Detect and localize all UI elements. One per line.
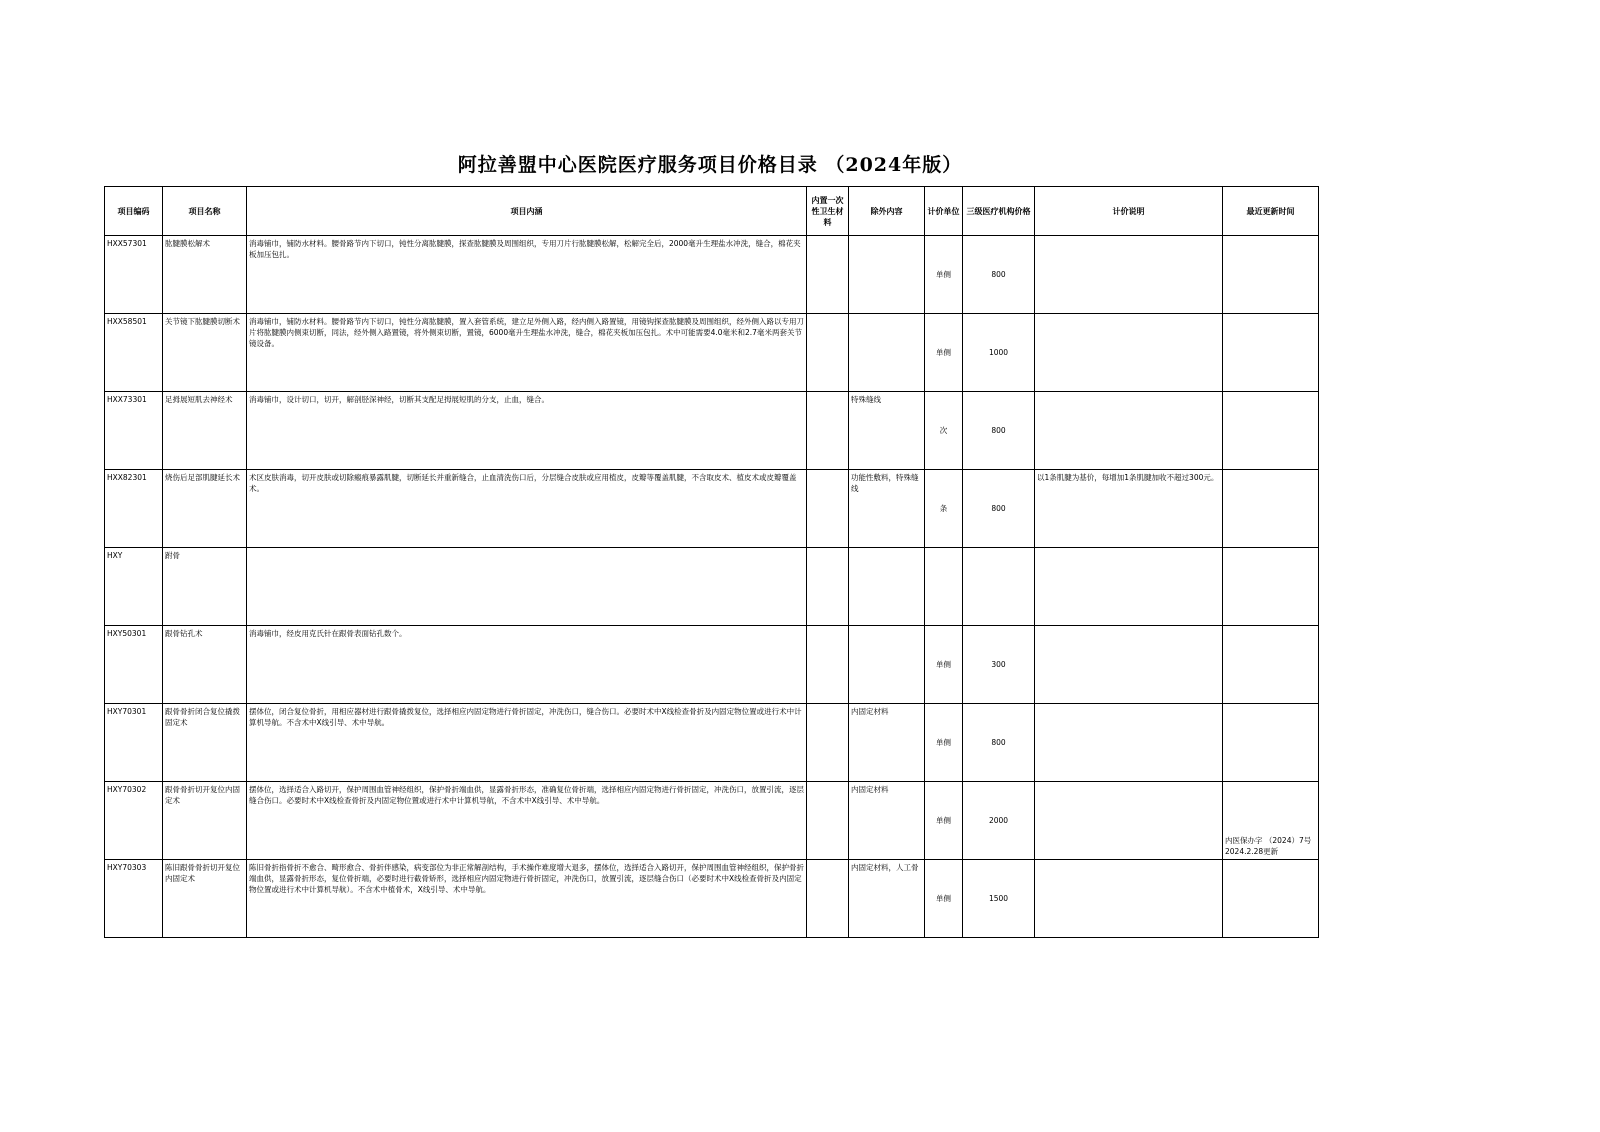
cell-excluded: [849, 314, 925, 392]
col-note-header: 计价说明: [1035, 187, 1223, 236]
cell-code: HXY50301: [105, 626, 163, 704]
col-content-header: 项目内涵: [247, 187, 807, 236]
table-row: [105, 860, 1319, 938]
table-row: [105, 392, 1319, 470]
cell-unit: 单侧: [925, 782, 963, 860]
cell-name: 跟骨钻孔术: [163, 626, 247, 704]
cell-content: 消毒铺巾，铺防水材料。腰骨路节内下切口，钝性分离肱腱膜，探查肱腱膜及周围组织，专用刀片行肱腱膜松解，松解完全后，2000毫升生理盐水冲洗，缝合，棉花夹板加压包扎。: [247, 236, 807, 314]
table-row: [105, 314, 1319, 392]
cell-name: 跗骨: [163, 548, 247, 626]
cell-price: 800: [963, 470, 1035, 548]
cell-code: HXY70301: [105, 704, 163, 782]
cell-code: HXX82301: [105, 470, 163, 548]
cell-unit: 单侧: [925, 860, 963, 938]
cell-disposable: [807, 314, 849, 392]
cell-updated: [1223, 626, 1319, 704]
cell-code: HXY: [105, 548, 163, 626]
cell-price: 2000: [963, 782, 1035, 860]
cell-code: HXY70303: [105, 860, 163, 938]
cell-content: 陈旧骨折指骨折不愈合、畸形愈合、骨折伴感染，病变部位为非正常解剖结构，手术操作难度增大退多，摆体位，选择适合入路切开，保护周围血管神经组织，保护骨折端血供，显露骨折形态，复位骨折端，必要时进行截骨矫形，选择相应内固定物进行骨折固定，冲洗伤口，放置引流，逐层缝合伤口（必要时术中X线检查骨折及内固定物位置或进行术中计算机导航）。不含术中植骨术，X线引导、术中导航。: [247, 860, 807, 938]
cell-content: 摆体位，闭合复位骨折，用相应器材进行跟骨撬拨复位，选择相应内固定物进行骨折固定，冲洗伤口，缝合伤口。必要时术中X线检查骨折及内固定物位置或进行术中计算机导航。不含术中X线引导、术中导航。: [247, 704, 807, 782]
cell-updated: [1223, 392, 1319, 470]
cell-updated: [1223, 236, 1319, 314]
cell-unit: 条: [925, 470, 963, 548]
table-row: [105, 782, 1319, 860]
cell-name: 烧伤后足部肌腱延长术: [163, 470, 247, 548]
col-disposable-header: 内置一次性卫生材料: [807, 187, 849, 236]
cell-excluded: [849, 548, 925, 626]
cell-name: 陈旧跟骨骨折切开复位内固定术: [163, 860, 247, 938]
cell-content: 消毒铺巾，铺防水材料。腰骨路节内下切口，钝性分离肱腱膜，置入套管系统，建立足外侧入路，经内侧入路置镜，用镜钩探查肱腱膜及周围组织，经外侧入路以专用刀片将肱腱膜内侧束切断，同法，经外侧入路置镜，将外侧束切断，置镜，6000毫升生理盐水冲洗，缝合，棉花夹板加压包扎。术中可能需要4.0毫米和2.7毫米两套关节镜设备。: [247, 314, 807, 392]
cell-excluded: 内固定材料: [849, 782, 925, 860]
cell-excluded: [849, 626, 925, 704]
cell-excluded: 内固定材料，人工骨: [849, 860, 925, 938]
col-code-header: 项目编码: [105, 187, 163, 236]
cell-excluded: 特殊缝线: [849, 392, 925, 470]
cell-disposable: [807, 470, 849, 548]
cell-updated: [1223, 548, 1319, 626]
cell-code: HXY70302: [105, 782, 163, 860]
cell-disposable: [807, 860, 849, 938]
cell-unit: 次: [925, 392, 963, 470]
cell-note: [1035, 782, 1223, 860]
cell-price: 1500: [963, 860, 1035, 938]
cell-price: 800: [963, 236, 1035, 314]
cell-updated: [1223, 314, 1319, 392]
cell-updated: [1223, 470, 1319, 548]
col-unit-header: 计价单位: [925, 187, 963, 236]
table-row: [105, 236, 1319, 314]
table-row: [105, 548, 1319, 626]
cell-name: 跟骨骨折闭合复位撬拨固定术: [163, 704, 247, 782]
cell-content: 术区皮肤消毒，切开皮肤或切除瘢痕暴露肌腱，切断延长并重新缝合，止血清洗伤口后，分层缝合皮肤或应用植皮，皮瓣等覆盖肌腱，不含取皮术、植皮术或皮瓣覆盖术。: [247, 470, 807, 548]
cell-code: HXX57301: [105, 236, 163, 314]
cell-name: 足拇展短肌去神经术: [163, 392, 247, 470]
cell-updated: 内医保办字 （2024）7号 2024.2.28更新: [1223, 782, 1319, 860]
cell-name: 关节镜下肱腱膜切断术: [163, 314, 247, 392]
cell-price: [963, 548, 1035, 626]
cell-note: [1035, 392, 1223, 470]
price-table: [104, 186, 1319, 938]
cell-disposable: [807, 236, 849, 314]
cell-note: [1035, 548, 1223, 626]
cell-price: 800: [963, 704, 1035, 782]
cell-note: [1035, 314, 1223, 392]
cell-price: 800: [963, 392, 1035, 470]
cell-name: 跟骨骨折切开复位内固定术: [163, 782, 247, 860]
table-row: [105, 626, 1319, 704]
cell-updated: [1223, 860, 1319, 938]
col-updated-header: 最近更新时间: [1223, 187, 1319, 236]
cell-unit: 单侧: [925, 236, 963, 314]
cell-note: [1035, 860, 1223, 938]
cell-price: 300: [963, 626, 1035, 704]
table-row: [105, 704, 1319, 782]
cell-disposable: [807, 704, 849, 782]
cell-unit: 单侧: [925, 704, 963, 782]
cell-disposable: [807, 548, 849, 626]
page-title: 阿拉善盟中心医院医疗服务项目价格目录 （2024年版）: [457, 154, 963, 176]
cell-note: [1035, 626, 1223, 704]
cell-updated: [1223, 704, 1319, 782]
cell-note: [1035, 236, 1223, 314]
cell-excluded: 内固定材料: [849, 704, 925, 782]
cell-disposable: [807, 626, 849, 704]
cell-note: 以1条肌腱为基价，每增加1条肌腱加收不超过300元。: [1035, 470, 1223, 548]
cell-excluded: 功能性敷料，特殊缝线: [849, 470, 925, 548]
header-row: [105, 187, 1319, 236]
cell-code: HXX58501: [105, 314, 163, 392]
col-name-header: 项目名称: [163, 187, 247, 236]
cell-disposable: [807, 392, 849, 470]
cell-price: 1000: [963, 314, 1035, 392]
cell-note: [1035, 704, 1223, 782]
cell-unit: 单侧: [925, 314, 963, 392]
cell-name: 肱腱膜松解术: [163, 236, 247, 314]
col-excluded-header: 除外内容: [849, 187, 925, 236]
table-row: [105, 470, 1319, 548]
col-price-header: 三级医疗机构价格: [963, 187, 1035, 236]
cell-content: 消毒铺巾，经皮用克氏针在跟骨表面钻孔数个。: [247, 626, 807, 704]
cell-excluded: [849, 236, 925, 314]
cell-content: 摆体位，选择适合入路切开，保护周围血管神经组织，保护骨折端血供，显露骨折形态，准确复位骨折端，选择相应内固定物进行骨折固定，冲洗伤口，放置引流，逐层缝合伤口。必要时术中X线检查骨折及内固定物位置或进行术中计算机导航，不含术中X线引导、术中导航。: [247, 782, 807, 860]
cell-disposable: [807, 782, 849, 860]
cell-content: [247, 548, 807, 626]
cell-unit: 单侧: [925, 626, 963, 704]
cell-code: HXX73301: [105, 392, 163, 470]
cell-unit: [925, 548, 963, 626]
cell-content: 消毒铺巾，设计切口，切开，解剖胫深神经，切断其支配足拇展短肌的分支，止血，缝合。: [247, 392, 807, 470]
